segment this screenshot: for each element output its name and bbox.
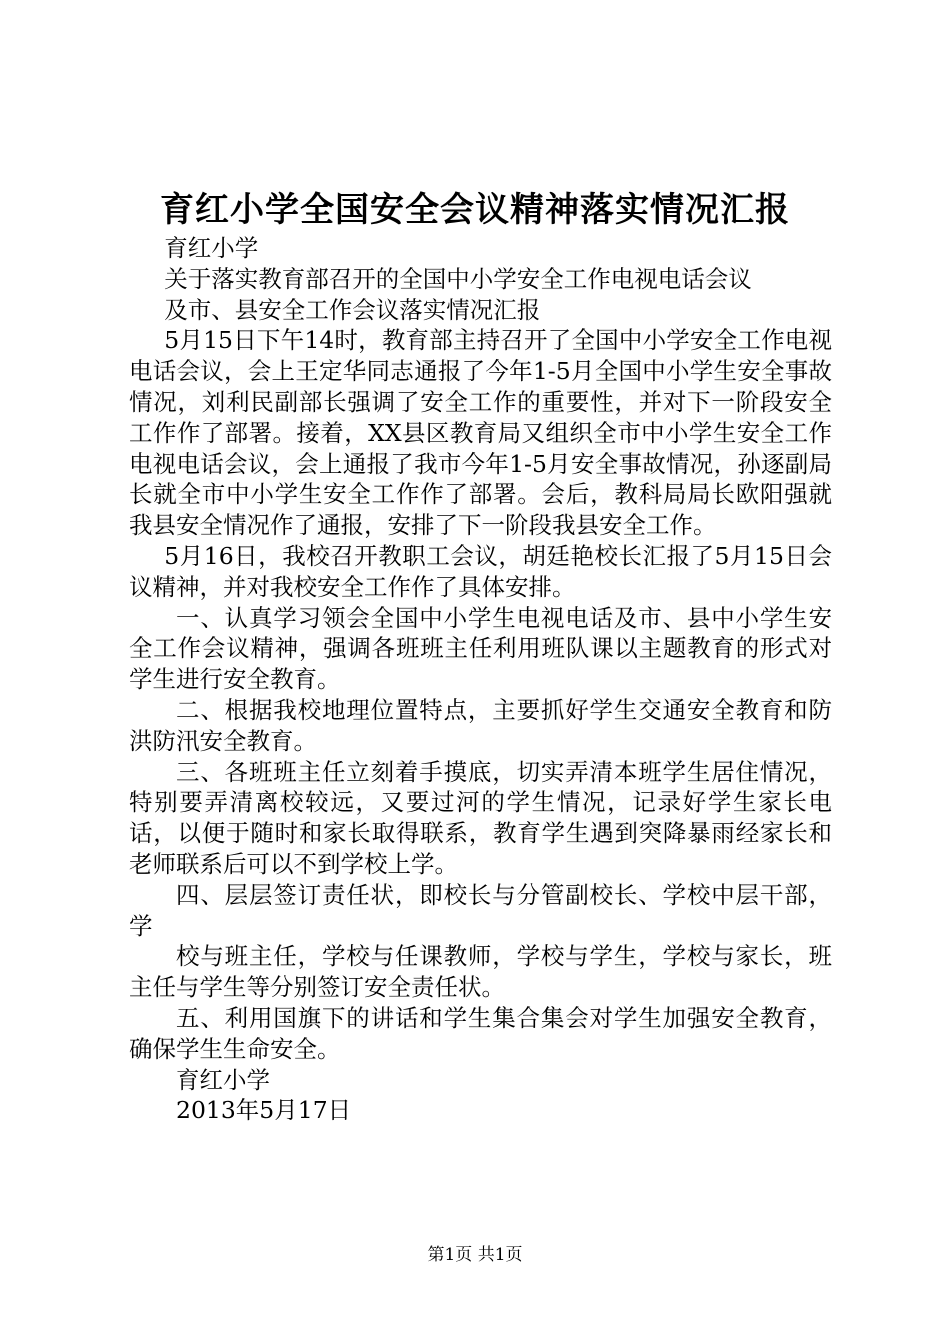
school-name-line: 育红小学 (164, 234, 259, 262)
document-title: 育红小学全国安全会议精神落实情况汇报 (160, 190, 790, 230)
paragraph-item-4-part-2: 校与班主任，学校与任课教师，学校与学生，学校与家长，班主任与学生等分别签订安全责任状。 (129, 942, 832, 1002)
paragraph-item-3: 三、各班班主任立刻着手摸底，切实弄清本班学生居住情况，特别要弄清离校较远，又要过河的学生情况，记录好学生家长电话，以便于随时和家长取得联系，教育学生遇到突降暴雨经家长和老师联系后可以不到学校上学。 (129, 757, 832, 878)
paragraph-item-2: 二、根据我校地理位置特点，主要抓好学生交通安全教育和防洪防汛安全教育。 (129, 695, 832, 755)
paragraph-meeting-summary: 5月15日下午14时，教育部主持召开了全国中小学安全工作电视电话会议，会上王定华同志通报了今年1-5月全国中小学生安全事故情况，刘利民副部长强调了安全工作的重要性，并对下一阶段安全工作作了部署。接着，XX县区教育局又组织全市中小学生安全工作电视电话会议，会上通报了我市今年1-5月安全事故情况，孙逐副局长就全市中小学生安全工作作了部署。会后，教科局局长欧阳强就我县安全情况作了通报，安排了下一阶段我县安全工作。 (129, 326, 832, 540)
page-footer: 第1页 共1页 (427, 1245, 523, 1265)
paragraph-item-4-part-1: 四、层层签订责任状，即校长与分管副校长、学校中层干部，学 (129, 880, 832, 940)
document-body (129, 233, 832, 1126)
report-subtitle-line-2: 及市、县安全工作会议落实情况汇报 (164, 295, 541, 324)
paragraph-staff-meeting: 5月16日，我校召开教职工会议，胡廷艳校长汇报了5月15日会议精神，并对我校安全工作作了具体安排。 (129, 541, 832, 601)
signature-date: 2013年5月17日 (176, 1096, 352, 1125)
signature-school-name: 育红小学 (176, 1065, 270, 1094)
paragraph-item-5: 五、利用国旗下的讲话和学生集合集会对学生加强安全教育，确保学生生命安全。 (129, 1003, 832, 1063)
report-subtitle-line-1: 关于落实教育部召开的全国中小学安全工作电视电话会议 (164, 264, 752, 293)
paragraph-item-1: 一、认真学习领会全国中小学生电视电话及市、县中小学生安全工作会议精神，强调各班班主任利用班队课以主题教育的形式对学生进行安全教育。 (129, 603, 832, 694)
